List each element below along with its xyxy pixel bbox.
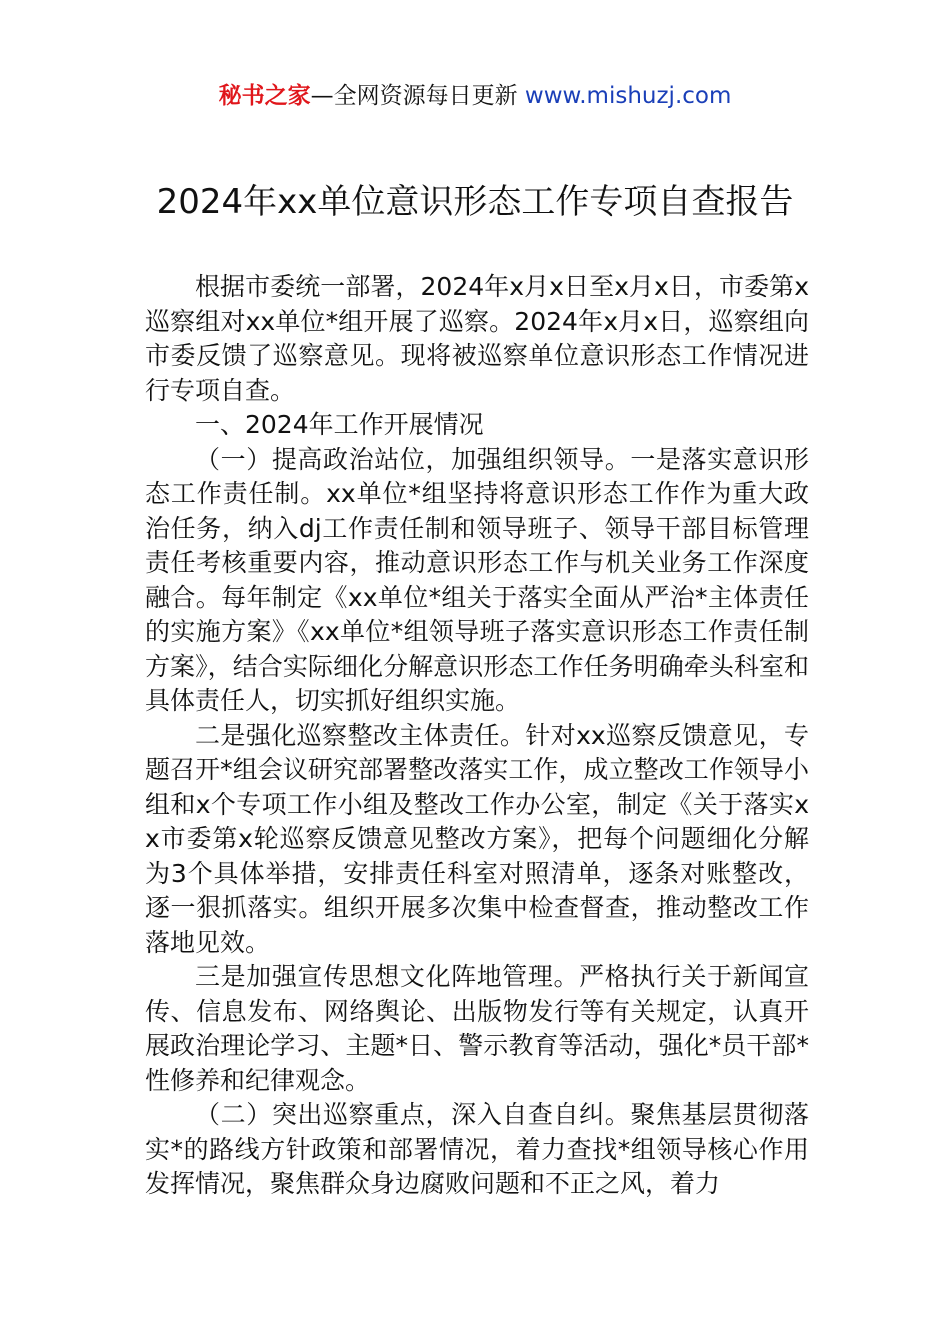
document-body [145,270,809,1202]
brand-name: 秘书之家 [218,83,311,109]
body-paragraph-publicity: 三是加强宣传思想文化阵地管理。严格执行关于新闻宣传、信息发布、网络舆论、出版物发行等有关规定，认真开展政治理论学习、主题*日、警示教育等活动，强化*员干部*性修养和纪律观念。 [145,962,809,1095]
document-title: 2024年xx单位意识形态工作专项自查报告 [156,182,794,222]
body-paragraph-organization: （一）提高政治站位，加强组织领导。一是落实意识形态工作责任制。xx单位*组坚持将意识形态工作作为重大政治任务，纳入dj工作责任制和领导班子、领导干部目标管理责任考核重要内容，推动意识形态工作与机关业务工作深度融合。每年制定《xx单位*组关于落实全面从严治*主体责任的实施方案》《xx单位*组领导班子落实意识形态工作责任制方案》，结合实际细化分解意识形态工作任务明确牵头科室和具体责任人，切实抓好组织实施。 [145,444,809,715]
site-url-link[interactable]: www.mishuzj.com [524,83,732,109]
body-paragraph-inspection-focus: （二）突出巡察重点，深入自查自纠。聚焦基层贯彻落实*的路线方针政策和部署情况，着力查找*组领导核心作用发挥情况，聚焦群众身边腐败问题和不正之风，着力 [145,1100,809,1198]
body-paragraph-rectification: 二是强化巡察整改主体责任。针对xx巡察反馈意见，专题召开*组会议研究部署整改落实工作，成立整改工作领导小组和x个专项工作小组及整改工作办公室，制定《关于落实xx市委第x轮巡察反馈意见整改方案》，把每个问题细化分解为3个具体举措，安排责任科室对照清单，逐条对账整改，逐一狠抓落实。组织开展多次集中检查督查，推动整改工作落地见效。 [145,720,809,957]
body-paragraph-intro: 根据市委统一部署，2024年x月x日至x月x日，市委第x巡察组对xx单位*组开展了巡察。2024年x月x日，巡察组向市委反馈了巡察意见。现将被巡察单位意识形态工作情况进行专项自查。 [145,272,809,405]
section-heading-1: 一、2024年工作开展情况 [195,410,484,439]
header-tagline: —全网资源每日更新 [310,83,518,109]
site-header [0,80,950,112]
